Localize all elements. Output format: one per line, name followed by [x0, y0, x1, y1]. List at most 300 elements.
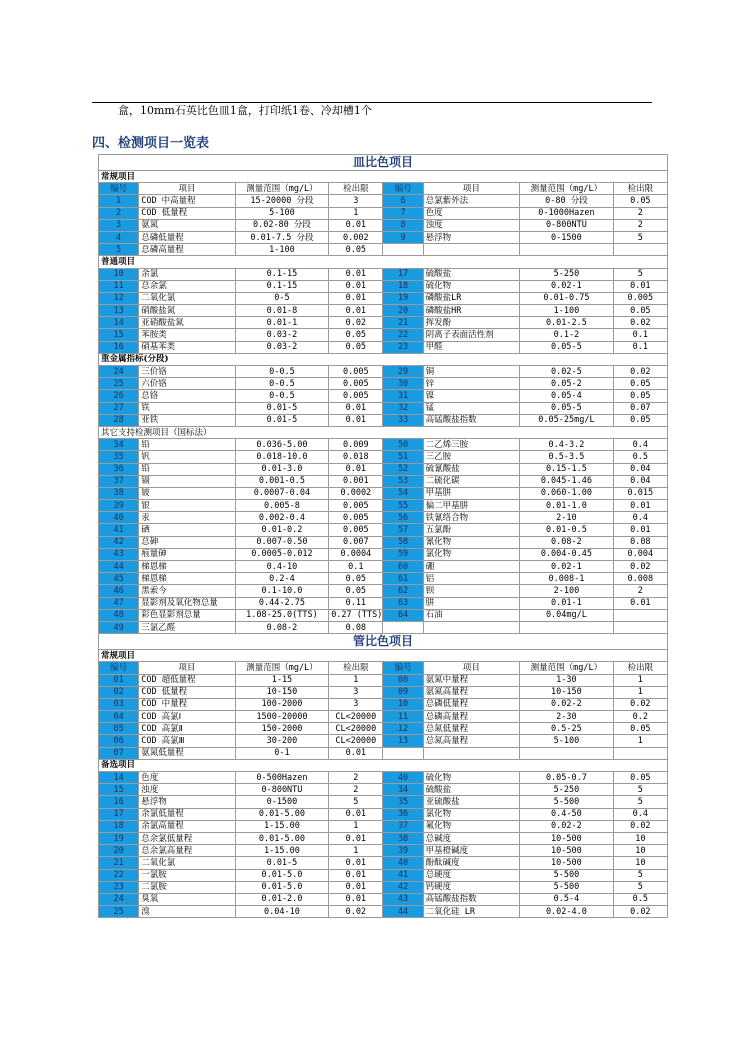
intro-text: 盒，10mm石英比色皿1盒，打印纸1卷、冷却槽1个	[118, 104, 372, 117]
measure-range: 10-150	[235, 686, 328, 698]
measure-range: 2-10	[520, 512, 613, 524]
item-number: 42	[99, 536, 139, 548]
column-header: 测量范围（mg/L）	[520, 183, 613, 195]
item-name: 氰化物	[423, 536, 520, 548]
item-name: 氯化物	[423, 548, 520, 560]
detection-limit: 1	[329, 674, 383, 686]
column-header: 检出限	[329, 662, 383, 674]
table-row	[99, 869, 668, 881]
detection-limit: 1	[613, 674, 667, 686]
detection-limit: 2	[329, 772, 383, 784]
detection-limit: 0.1	[329, 561, 383, 573]
item-number	[383, 244, 423, 256]
measure-range: 0.01-3.0	[235, 463, 328, 475]
detection-limit: 0.01	[329, 268, 383, 280]
section-name: 重金属指标(分段)	[99, 353, 668, 365]
item-number: 62	[383, 585, 423, 597]
table-row	[99, 674, 668, 686]
item-number: 14	[99, 772, 139, 784]
detection-limit: 0.5	[613, 451, 667, 463]
measure-range: 0.05-5	[520, 341, 613, 353]
detection-limit: 5	[613, 784, 667, 796]
item-name: 氯化物	[423, 808, 520, 820]
column-header: 项目	[423, 662, 520, 674]
detection-limit: 2	[329, 784, 383, 796]
item-name: 锰	[423, 402, 520, 414]
item-name: 硫酸盐	[423, 784, 520, 796]
item-name: 显影剂及氧化物总量	[139, 597, 236, 609]
detection-limit: 2	[613, 219, 667, 231]
measure-range: 1500-20000	[235, 711, 328, 723]
section-name: 常规项目	[99, 171, 668, 183]
detection-limit: 0.4	[613, 512, 667, 524]
detection-limit: 0.08	[329, 621, 383, 633]
item-name: COD 低量程	[139, 207, 236, 219]
item-name: 浊度	[139, 784, 236, 796]
detection-limit: 0.02	[613, 561, 667, 573]
table-title-row	[99, 155, 668, 171]
item-number: 4	[99, 231, 139, 243]
measure-range: 0.08-2	[520, 536, 613, 548]
item-name: 三价铬	[139, 366, 236, 378]
detection-limit: 0.1	[613, 329, 667, 341]
measure-range: 0-800NTU	[520, 219, 613, 231]
item-number: 51	[383, 451, 423, 463]
detection-limit: 1	[329, 845, 383, 857]
item-number: 08	[383, 674, 423, 686]
detection-limit: 0.02	[613, 820, 667, 832]
item-name: 黑索今	[139, 585, 236, 597]
item-number: 6	[383, 195, 423, 207]
measure-range: 1.08-25.0(TTS)	[235, 609, 328, 621]
column-header: 编号	[99, 183, 139, 195]
detection-limit: 0.04	[613, 475, 667, 487]
measure-range: 0.01-5	[235, 857, 328, 869]
measure-range: 0.01-8	[235, 305, 328, 317]
measure-range: 0.02-5	[520, 366, 613, 378]
item-name: 梯恩梯	[139, 561, 236, 573]
detection-limit: 0.01	[329, 305, 383, 317]
item-number: 52	[383, 463, 423, 475]
item-number: 18	[383, 280, 423, 292]
item-name: 氟化物	[423, 820, 520, 832]
measure-range: 0-800NTU	[235, 784, 328, 796]
item-number: 17	[99, 808, 139, 820]
detection-limit: 5	[613, 268, 667, 280]
item-name: 梯恩梯	[139, 573, 236, 585]
item-name	[423, 244, 520, 256]
detection-limit	[613, 621, 667, 633]
column-header: 检出限	[613, 183, 667, 195]
item-number: 40	[383, 857, 423, 869]
detection-limit	[613, 609, 667, 621]
detection-limit: 1	[613, 735, 667, 747]
detection-limit: 0.02	[613, 317, 667, 329]
column-header: 项目	[139, 662, 236, 674]
table-row	[99, 784, 668, 796]
column-header: 项目	[139, 183, 236, 195]
item-name: 铁氰络合物	[423, 512, 520, 524]
detection-limit: 5	[613, 231, 667, 243]
table-row	[99, 402, 668, 414]
measure-range: 0.2-4	[235, 573, 328, 585]
detection-limit: 0.005	[329, 378, 383, 390]
item-number: 16	[99, 341, 139, 353]
item-number: 25	[99, 906, 139, 918]
section-name: 其它支持检测项目（国标法）	[99, 426, 668, 438]
column-header: 项目	[423, 183, 520, 195]
table-row	[99, 585, 668, 597]
item-name: 总氮高量程	[423, 735, 520, 747]
table-row	[99, 711, 668, 723]
item-number: 10	[99, 268, 139, 280]
measure-range: 2-30	[520, 711, 613, 723]
detection-limit	[613, 244, 667, 256]
item-number: 53	[383, 475, 423, 487]
detection-limit: 0.05	[613, 772, 667, 784]
detection-limit: 0.005	[329, 500, 383, 512]
table-row	[99, 548, 668, 560]
detection-limit: 0.02	[329, 906, 383, 918]
measure-range: 0.05-0.7	[520, 772, 613, 784]
item-name: 总氮低量程	[423, 723, 520, 735]
measure-range: 0.045-1.46	[520, 475, 613, 487]
item-name: 二乙烯三胺	[423, 439, 520, 451]
table-row	[99, 820, 668, 832]
item-number: 23	[99, 881, 139, 893]
measure-range: 0.02-2	[520, 698, 613, 710]
item-name: 镉	[139, 475, 236, 487]
measure-range: 30-200	[235, 735, 328, 747]
detection-limit: 0.01	[329, 869, 383, 881]
measure-range: 0.44-2.75	[235, 597, 328, 609]
item-number: 15	[99, 329, 139, 341]
item-number: 22	[383, 329, 423, 341]
table-row	[99, 390, 668, 402]
item-number: 45	[99, 573, 139, 585]
measure-range: 1-30	[520, 674, 613, 686]
detection-limit: 0.1	[613, 341, 667, 353]
table-title-row	[99, 634, 668, 650]
item-name: 肼	[423, 597, 520, 609]
item-name: 色度	[423, 207, 520, 219]
column-header: 检出限	[329, 183, 383, 195]
measure-range: 1-15.00	[235, 820, 328, 832]
table-row	[99, 561, 668, 573]
item-number: 06	[99, 735, 139, 747]
measure-range: 10-150	[520, 686, 613, 698]
item-number: 1	[99, 195, 139, 207]
measure-range: 0-0.5	[235, 390, 328, 402]
item-name: 硫氰酸盐	[423, 463, 520, 475]
item-name: 高锰酸盐指数	[423, 414, 520, 426]
item-number: 41	[383, 869, 423, 881]
measure-range: 0.002-0.4	[235, 512, 328, 524]
item-name: 悬浮物	[139, 796, 236, 808]
item-name: 总磷低量程	[423, 698, 520, 710]
item-name: 酚酞碱度	[423, 857, 520, 869]
item-name: 亚硫酸盐	[423, 796, 520, 808]
detection-limit: 0.005	[329, 366, 383, 378]
detection-limit: 5	[329, 796, 383, 808]
measure-range	[520, 621, 613, 633]
measure-range	[520, 747, 613, 759]
item-name: 铅	[139, 439, 236, 451]
item-name: 三乙胺	[423, 451, 520, 463]
item-name: 二氧化氯	[139, 857, 236, 869]
detection-limit: 0.009	[329, 439, 383, 451]
measure-range: 0.1-2	[520, 329, 613, 341]
item-number: 26	[99, 390, 139, 402]
detection-limit: 2	[613, 207, 667, 219]
detection-limit: 0.0002	[329, 487, 383, 499]
item-number: 13	[383, 735, 423, 747]
measure-range: 0-0.5	[235, 378, 328, 390]
item-name: 氨氮高量程	[423, 686, 520, 698]
column-header: 编号	[383, 183, 423, 195]
measure-range: 0-5	[235, 292, 328, 304]
measure-range: 0.02-1	[520, 280, 613, 292]
detection-limit: 0.05	[329, 244, 383, 256]
item-name: 二氯胺	[139, 881, 236, 893]
item-name: 色度	[139, 772, 236, 784]
item-name: 悬浮物	[423, 231, 520, 243]
item-name: 石油	[423, 609, 520, 621]
table-row	[99, 796, 668, 808]
measure-range: 0.4-3.2	[520, 439, 613, 451]
detection-limit: 0.02	[613, 366, 667, 378]
item-number: 11	[99, 280, 139, 292]
item-name: 挥发酚	[423, 317, 520, 329]
detection-limit: 0.007	[329, 536, 383, 548]
column-header-row	[99, 662, 668, 674]
measure-range: 0.5-25	[520, 723, 613, 735]
item-number: 3	[99, 219, 139, 231]
item-name: 痕量砷	[139, 548, 236, 560]
item-number: 30	[383, 378, 423, 390]
measure-range: 0.01-5.0	[235, 869, 328, 881]
item-name: 硫酸盐	[423, 268, 520, 280]
item-number: 34	[383, 784, 423, 796]
table-row	[99, 451, 668, 463]
measure-range: 150-2000	[235, 723, 328, 735]
table-row	[99, 195, 668, 207]
section-row	[99, 353, 668, 365]
section-row	[99, 759, 668, 771]
table-row	[99, 881, 668, 893]
item-number: 44	[99, 561, 139, 573]
measure-range: 10-500	[520, 832, 613, 844]
detection-limit: 0.01	[329, 463, 383, 475]
measure-range: 0.018-10.0	[235, 451, 328, 463]
item-number: 36	[383, 808, 423, 820]
detection-limit: 0.2	[613, 711, 667, 723]
item-name: 硫化物	[423, 772, 520, 784]
item-number: 38	[383, 832, 423, 844]
detection-limit: CL<20000	[329, 711, 383, 723]
measure-range: 1-15.00	[235, 845, 328, 857]
table-title: 管比色项目	[99, 634, 668, 650]
item-number: 58	[383, 536, 423, 548]
item-name: 三氯乙醛	[139, 621, 236, 633]
item-number: 19	[383, 292, 423, 304]
item-name: 总磷低量程	[139, 231, 236, 243]
table-row	[99, 893, 668, 905]
measure-range: 0.02-2	[520, 820, 613, 832]
section-row	[99, 171, 668, 183]
table-row	[99, 378, 668, 390]
measure-range: 1-100	[520, 305, 613, 317]
item-name: 汞	[139, 512, 236, 524]
item-number: 39	[99, 500, 139, 512]
measure-range: 0.05-4	[520, 390, 613, 402]
detection-limit: 0.008	[613, 573, 667, 585]
top-rule	[92, 102, 652, 103]
measure-range: 5-500	[520, 869, 613, 881]
item-name: 总硬度	[423, 869, 520, 881]
table-row	[99, 341, 668, 353]
item-number: 25	[99, 378, 139, 390]
item-number: 21	[99, 857, 139, 869]
item-number: 10	[383, 698, 423, 710]
table-title: 皿比色项目	[99, 155, 668, 171]
item-name: 总余氯	[139, 280, 236, 292]
table-row	[99, 621, 668, 633]
detection-limit: 0.02	[613, 698, 667, 710]
item-name: 六价铬	[139, 378, 236, 390]
column-header: 检出限	[613, 662, 667, 674]
measure-range: 15-20000 分段	[235, 195, 328, 207]
detection-limit: 0.015	[613, 487, 667, 499]
item-name: 铜	[423, 366, 520, 378]
item-name	[423, 747, 520, 759]
table-row	[99, 439, 668, 451]
measure-range: 0.08-2	[235, 621, 328, 633]
measure-range: 0.1-10.0	[235, 585, 328, 597]
section-row	[99, 650, 668, 662]
item-number: 17	[383, 268, 423, 280]
detection-limit	[613, 747, 667, 759]
item-number: 56	[383, 512, 423, 524]
table-row	[99, 735, 668, 747]
measure-range: 0.01-5.0	[235, 881, 328, 893]
item-name: 甲醛	[423, 341, 520, 353]
measure-range: 0.01-0.5	[520, 524, 613, 536]
measure-range: 0-80 分段	[520, 195, 613, 207]
measure-range: 0.01-5	[235, 402, 328, 414]
item-name: 余氯低量程	[139, 808, 236, 820]
section-name: 常规项目	[99, 650, 668, 662]
item-number: 39	[383, 845, 423, 857]
item-number: 42	[383, 881, 423, 893]
item-name: 氨氮	[139, 219, 236, 231]
item-number: 50	[383, 439, 423, 451]
item-number: 36	[99, 463, 139, 475]
measure-range: 1-100	[235, 244, 328, 256]
item-number: 09	[383, 686, 423, 698]
detection-limit: 0.05	[613, 414, 667, 426]
table-row	[99, 268, 668, 280]
measure-range: 0.05-2	[520, 378, 613, 390]
measure-range: 0.01-5.00	[235, 808, 328, 820]
measure-range: 0.03-2	[235, 329, 328, 341]
measure-range: 0.060-1.00	[520, 487, 613, 499]
table-row	[99, 906, 668, 918]
item-name: COD 低量程	[139, 686, 236, 698]
detection-limit: 0.01	[329, 857, 383, 869]
measure-range: 0-0.5	[235, 366, 328, 378]
detection-limit: 0.04	[613, 463, 667, 475]
measure-range: 2-100	[520, 585, 613, 597]
measure-range: 0.01-0.2	[235, 524, 328, 536]
measure-range: 0.05-5	[520, 402, 613, 414]
item-name: 铁	[139, 402, 236, 414]
detection-limit: 0.001	[329, 475, 383, 487]
item-number: 63	[383, 597, 423, 609]
item-name: 甲基橙碱度	[423, 845, 520, 857]
measure-range: 0.004-0.45	[520, 548, 613, 560]
column-header: 测量范围（mg/L）	[520, 662, 613, 674]
item-name: 总碱度	[423, 832, 520, 844]
table-row	[99, 244, 668, 256]
measure-range: 5-100	[520, 735, 613, 747]
item-name: 亚铁	[139, 414, 236, 426]
table-row	[99, 597, 668, 609]
detection-limit: 0.01	[329, 280, 383, 292]
table-row	[99, 231, 668, 243]
item-number: 20	[383, 305, 423, 317]
measure-range: 0.0007-0.04	[235, 487, 328, 499]
detection-limit: 5	[613, 869, 667, 881]
detection-limit: 0.01	[613, 597, 667, 609]
column-header: 测量范围（mg/L）	[235, 662, 328, 674]
measure-range: 0.007-0.50	[235, 536, 328, 548]
detection-limit: 0.4	[613, 808, 667, 820]
item-number: 32	[383, 402, 423, 414]
item-name: COD 中高量程	[139, 195, 236, 207]
detection-limit: 0.05	[613, 195, 667, 207]
item-number: 04	[99, 711, 139, 723]
detection-limit: 3	[329, 698, 383, 710]
item-number: 43	[99, 548, 139, 560]
item-number: 59	[383, 548, 423, 560]
detection-limit: 10	[613, 845, 667, 857]
measure-range: 0.15-1.5	[520, 463, 613, 475]
measure-range: 10-500	[520, 857, 613, 869]
item-name: 氨氮中量程	[423, 674, 520, 686]
detection-limit: 3	[329, 686, 383, 698]
detection-limit: 5	[613, 796, 667, 808]
column-header: 测量范围（mg/L）	[235, 183, 328, 195]
item-name: 阴离子表面活性剂	[423, 329, 520, 341]
item-name: COD 高氯Ⅱ	[139, 723, 236, 735]
table-row	[99, 512, 668, 524]
detection-limit: 0.11	[329, 597, 383, 609]
item-number: 47	[99, 597, 139, 609]
table-row	[99, 772, 668, 784]
detection-limit: 0.05	[613, 305, 667, 317]
detection-limit: 0.01	[329, 219, 383, 231]
item-number: 49	[99, 621, 139, 633]
item-number: 2	[99, 207, 139, 219]
item-number: 40	[99, 512, 139, 524]
item-name: 硝酸盐氮	[139, 305, 236, 317]
detection-limit: 0.5	[613, 893, 667, 905]
detection-limit: 0.05	[613, 378, 667, 390]
measure-range: 0-500Hazen	[235, 772, 328, 784]
measure-range: 0.03-2	[235, 341, 328, 353]
item-number: 05	[99, 723, 139, 735]
